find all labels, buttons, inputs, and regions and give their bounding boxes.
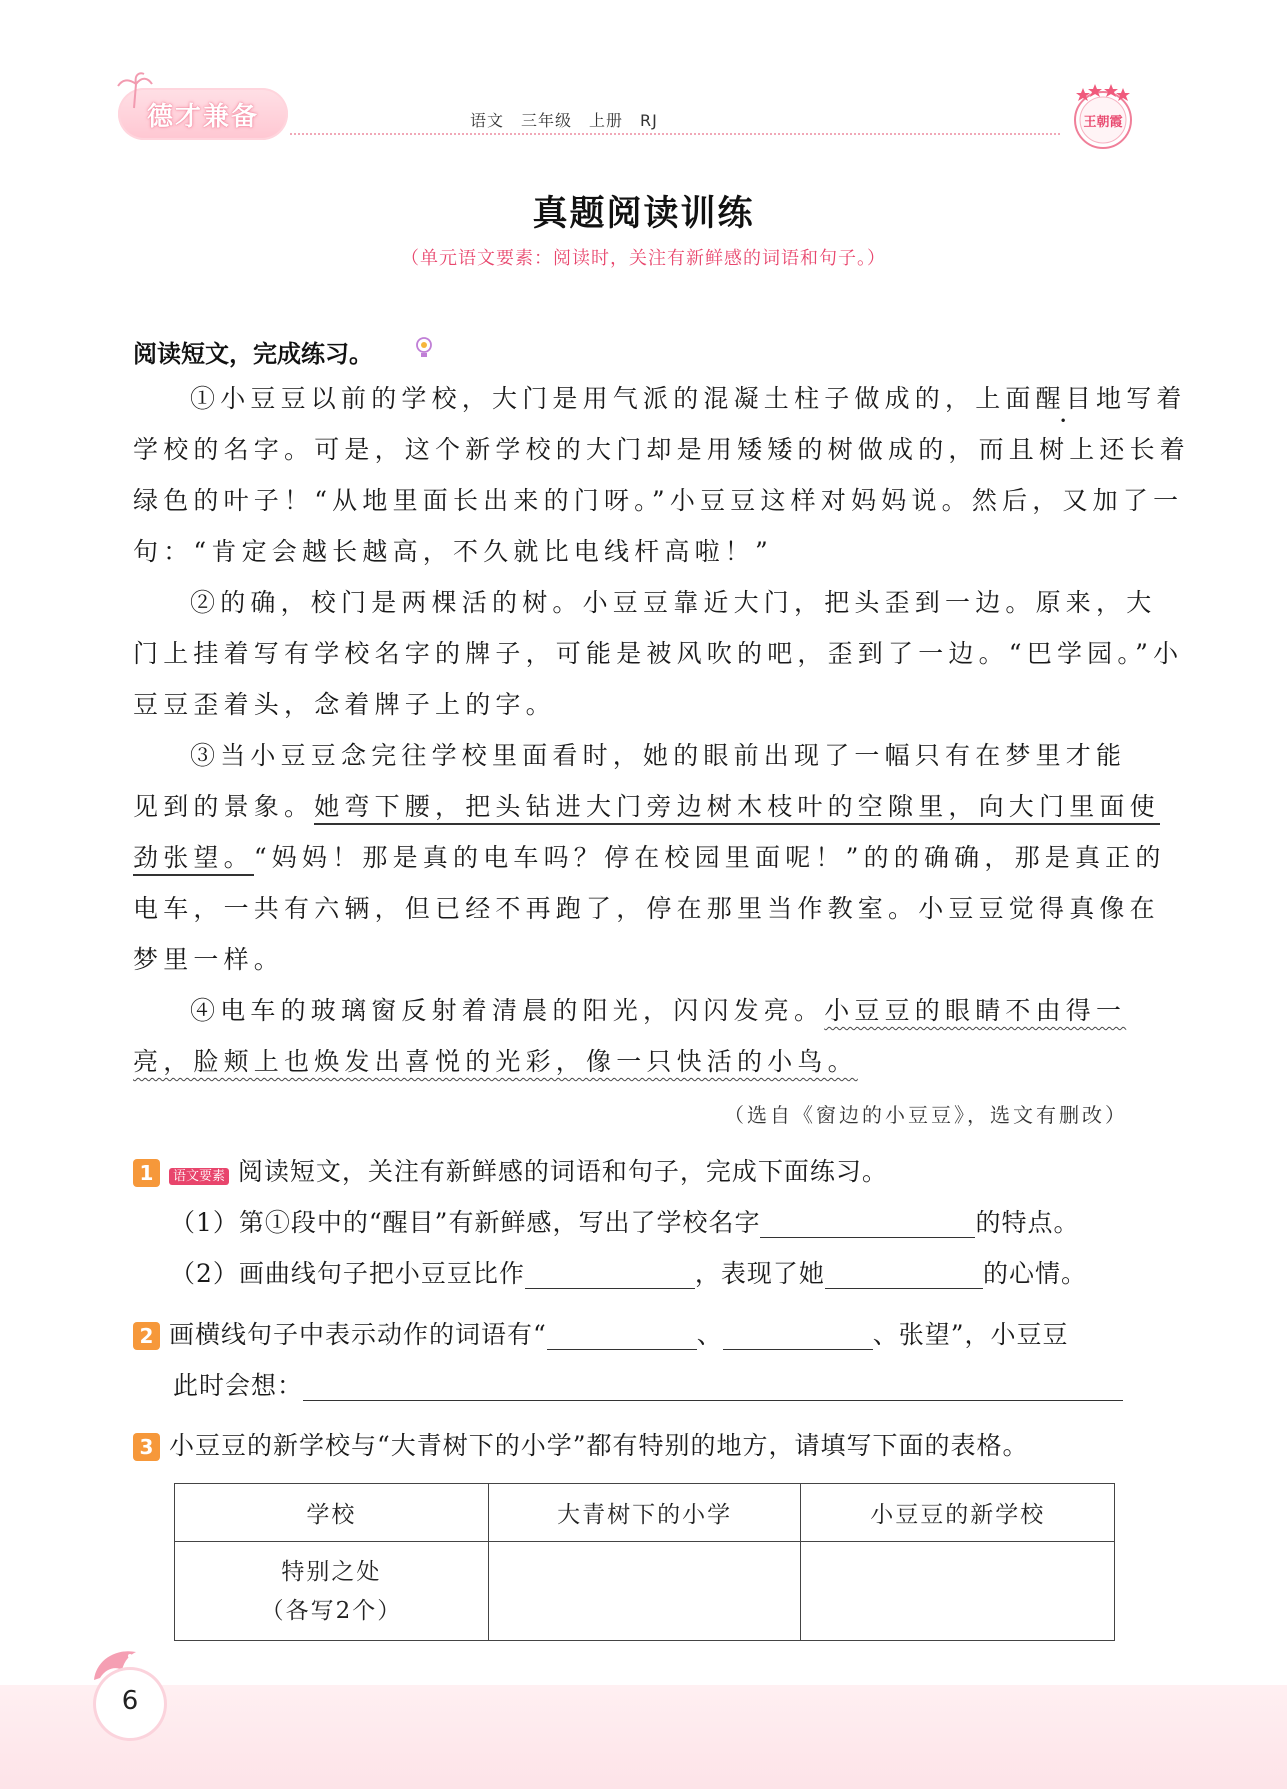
page-title: 真题阅读训练 — [532, 194, 755, 234]
question-number: 3 — [133, 1433, 160, 1461]
passage-line: 梦里一样。 — [133, 945, 285, 974]
question-2-continued: 此时会想： — [173, 1371, 1123, 1401]
answer-blank[interactable] — [303, 1374, 1123, 1401]
unit-requirement: （单元语文要素：阅读时，关注有新鲜感的词语和句子。） — [401, 248, 886, 269]
element-tag: 语文要素 — [169, 1168, 229, 1185]
underlined-sentence: 劲张望。 — [133, 843, 254, 876]
passage-line: ④电车的玻璃窗反射着清晨的阳光，闪闪发亮。小豆豆的眼睛不由得一 — [190, 996, 1127, 1025]
answer-blank[interactable] — [723, 1323, 873, 1350]
palm-tree-icon — [114, 70, 154, 110]
row-label: 特别之处 — [281, 1559, 382, 1585]
passage-line: 学校的名字。可是，这个新学校的大门却是用矮矮的树做成的，而且树上还长着 — [133, 435, 1191, 464]
table-row-label — [175, 1542, 489, 1641]
reading-instruction: 阅读短文，完成练习。 — [133, 340, 373, 368]
wavy-underlined-sentence: 小豆豆的眼睛不由得一 — [824, 996, 1127, 1025]
header-divider — [290, 133, 1060, 135]
passage-line: 句：“肯定会越长越高，不久就比电线杆高啦！” — [133, 537, 773, 566]
question-1-part-1: （1）第①段中的“醒目”有新鲜感，写出了学校名字 的特点。 — [170, 1208, 1080, 1237]
passage-line: 见到的景象。她弯下腰，把头钻进大门旁边树木枝叶的空隙里，向大门里面使 — [133, 792, 1160, 822]
question-2: 2 画横线句子中表示动作的词语有“ 、 、张望”，小豆豆 — [133, 1320, 1069, 1350]
answer-cell[interactable] — [801, 1542, 1115, 1641]
answer-table — [174, 1483, 1115, 1641]
passage-line: ②的确，校门是两棵活的树。小豆豆靠近大门，把头歪到一边。原来，大 — [190, 588, 1157, 617]
passage-line: 绿色的叶子！“从地里面长出来的门呀。”小豆豆这样对妈妈说。然后，又加了一 — [133, 486, 1184, 515]
underlined-sentence: 她弯下腰，把头钻进大门旁边树木枝叶的空隙里，向大门里面使 — [314, 792, 1160, 825]
answer-cell[interactable] — [488, 1542, 801, 1641]
passage-source: （选自《窗边的小豆豆》，选文有删改） — [724, 1103, 1128, 1127]
question-1: 1 语文要素 阅读短文，关注有新鲜感的词语和句子，完成下面练习。 — [133, 1157, 888, 1192]
table-header: 小豆豆的新学校 — [801, 1484, 1115, 1542]
table-header: 学校 — [175, 1484, 489, 1542]
table-header: 大青树下的小学 — [488, 1484, 801, 1542]
author-seal-icon — [1068, 78, 1138, 158]
lightbulb-icon — [413, 336, 435, 360]
passage-line: ①小豆豆以前的学校，大门是用气派的混凝土柱子做成的，上面醒目地写着 — [190, 384, 1187, 413]
question-number: 2 — [133, 1322, 160, 1350]
emphasis-word: 醒目 — [1035, 384, 1097, 413]
question-3: 3 小豆豆的新学校与“大青树下的小学”都有特别的地方，请填写下面的表格。 — [133, 1431, 1029, 1461]
passage-line — [133, 1047, 858, 1077]
answer-blank[interactable] — [825, 1262, 983, 1289]
passage-line: ③当小豆豆念完往学校里面看时，她的眼前出现了一幅只有在梦里才能 — [190, 741, 1127, 770]
answer-blank[interactable] — [525, 1262, 695, 1289]
footer-band — [0, 1685, 1287, 1789]
passage-line: 劲张望。“妈妈！那是真的电车吗？停在校园里面呢！”的的确确，那是真正的 — [133, 843, 1166, 873]
row-note: （各写2个） — [260, 1598, 403, 1624]
answer-blank[interactable] — [760, 1211, 975, 1238]
answer-blank[interactable] — [547, 1323, 697, 1350]
seal-text: 王朝霞 — [1083, 115, 1123, 130]
brand-text: 德才兼备 — [146, 102, 259, 132]
passage-line: 豆豆歪着头，念着牌子上的字。 — [133, 690, 556, 719]
page-number: 6 — [121, 1686, 139, 1716]
question-1-part-2: （2）画曲线句子把小豆豆比作 ，表现了她 的心情。 — [170, 1259, 1087, 1288]
book-meta: 语文 三年级 上册 RJ — [470, 111, 658, 130]
passage-line: 电车，一共有六辆，但已经不再跑了，停在那里当作教室。小豆豆觉得真像在 — [133, 894, 1160, 923]
passage-line: 门上挂着写有学校名字的牌子，可能是被风吹的吧，歪到了一边。“巴学园。”小 — [133, 639, 1184, 668]
question-number: 1 — [133, 1159, 160, 1187]
wavy-underlined-sentence: 亮，脸颊上也焕发出喜悦的光彩，像一只快活的小鸟。 — [133, 1047, 858, 1076]
